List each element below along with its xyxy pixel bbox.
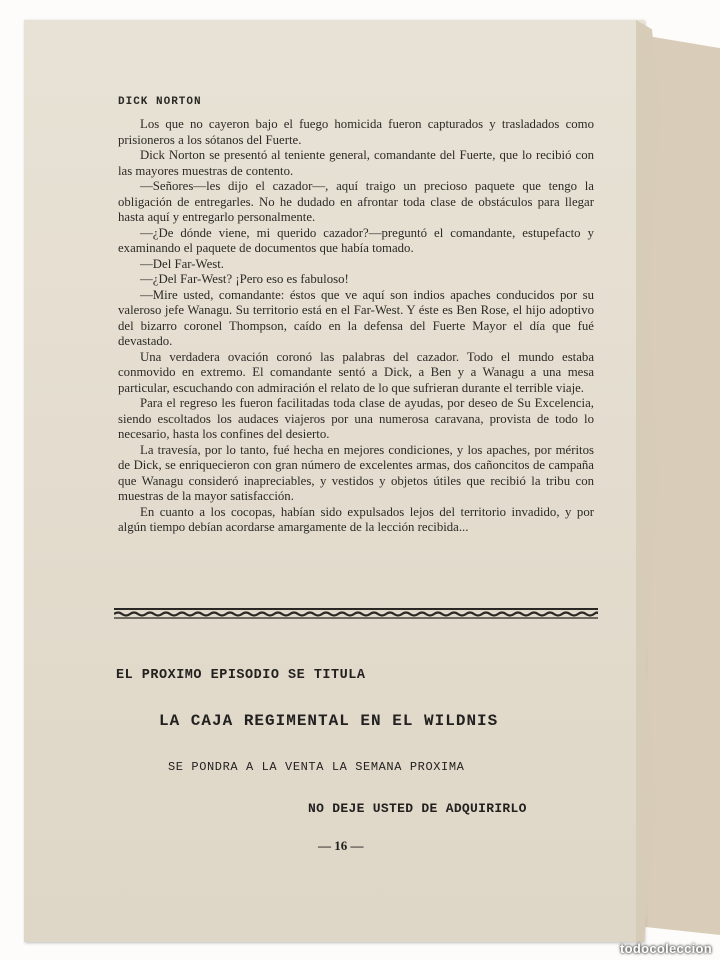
story-text [118, 117, 594, 536]
paragraph: Para el regreso les fueron facilitadas toda clase de ayudas, por deseo de Su Excelencia, siendo escoltados los audaces viajeros por una numerosa caravana, provista de todo lo necesario, hasta los confines del desierto. [118, 396, 594, 441]
paragraph: —¿Del Far-West? ¡Pero eso es fabuloso! [140, 272, 349, 286]
call-to-action: NO DEJE USTED DE ADQUIRIRLO [308, 801, 527, 816]
paragraph: —Mire usted, comandante: éstos que ve aquí son indios apaches conducidos por su valeroso jefe Wanagu. Su territorio está en el Far-West. Y éste es Ben Rose, el hijo adoptivo del bizarro coronel Thompson, caído en la defensa del Fuerte Mayor el día que fué devastado. [118, 287, 594, 348]
page-number: — 16 — [318, 838, 364, 853]
paragraph: En cuanto a los cocopas, habían sido expulsados lejos del territorio invadido, y por algún tiempo debían acordarse amargamente de la lección recibida... [118, 504, 594, 534]
next-episode-intro: EL PROXIMO EPISODIO SE TITULA [116, 668, 366, 683]
paragraph: —Del Far-West. [140, 256, 225, 271]
watermark: todocoleccion [619, 941, 712, 956]
paragraph: Dick Norton se presentó al teniente general, comandante del Fuerte, que lo recibió con las mayores muestras de contento. [118, 148, 594, 178]
wavy-divider [114, 607, 598, 619]
running-head: DICK NORTON [118, 96, 202, 108]
paragraph: La travesía, por lo tanto, fué hecha en mejores condiciones, y los apaches, por méritos de Dick, se enriquecieron con gran número de excelentes armas, dos cañoncitos de campaña que Wanagu consideró inapreciables, y vestidos y objetos útiles que recibió la tribu con muestras de la mayor satisfacción. [118, 442, 594, 503]
paragraph: Una verdadera ovación coronó las palabras del cazador. Todo el mundo estaba conmovido en extremo. El comandante sentó a Dick, a Ben y a Wanagu a una mesa particular, escuchando con admiración el relato de lo que sufrieran durante el terrible viaje. [118, 349, 594, 395]
paragraph: —¿De dónde viene, mi querido cazador?—preguntó el comandante, estupefacto y examinando el paquete de documentos que había tomado. [118, 225, 594, 255]
paragraph: —Señores—les dijo el cazador—, aquí traigo un precioso paquete que tengo la obligación de entregarles. No he dudado en afrontar toda clase de obstáculos para llegar hasta aquí y entregarlo personalmente. [118, 179, 594, 224]
sale-notice: SE PONDRA A LA VENTA LA SEMANA PROXIMA [168, 760, 465, 774]
next-episode-title: LA CAJA REGIMENTAL EN EL WILDNIS [159, 712, 499, 730]
paragraph: Los que no cayeron bajo el fuego homicida fueron capturados y trasladados como prisioneros a los sótanos del Fuerte. [118, 117, 594, 147]
